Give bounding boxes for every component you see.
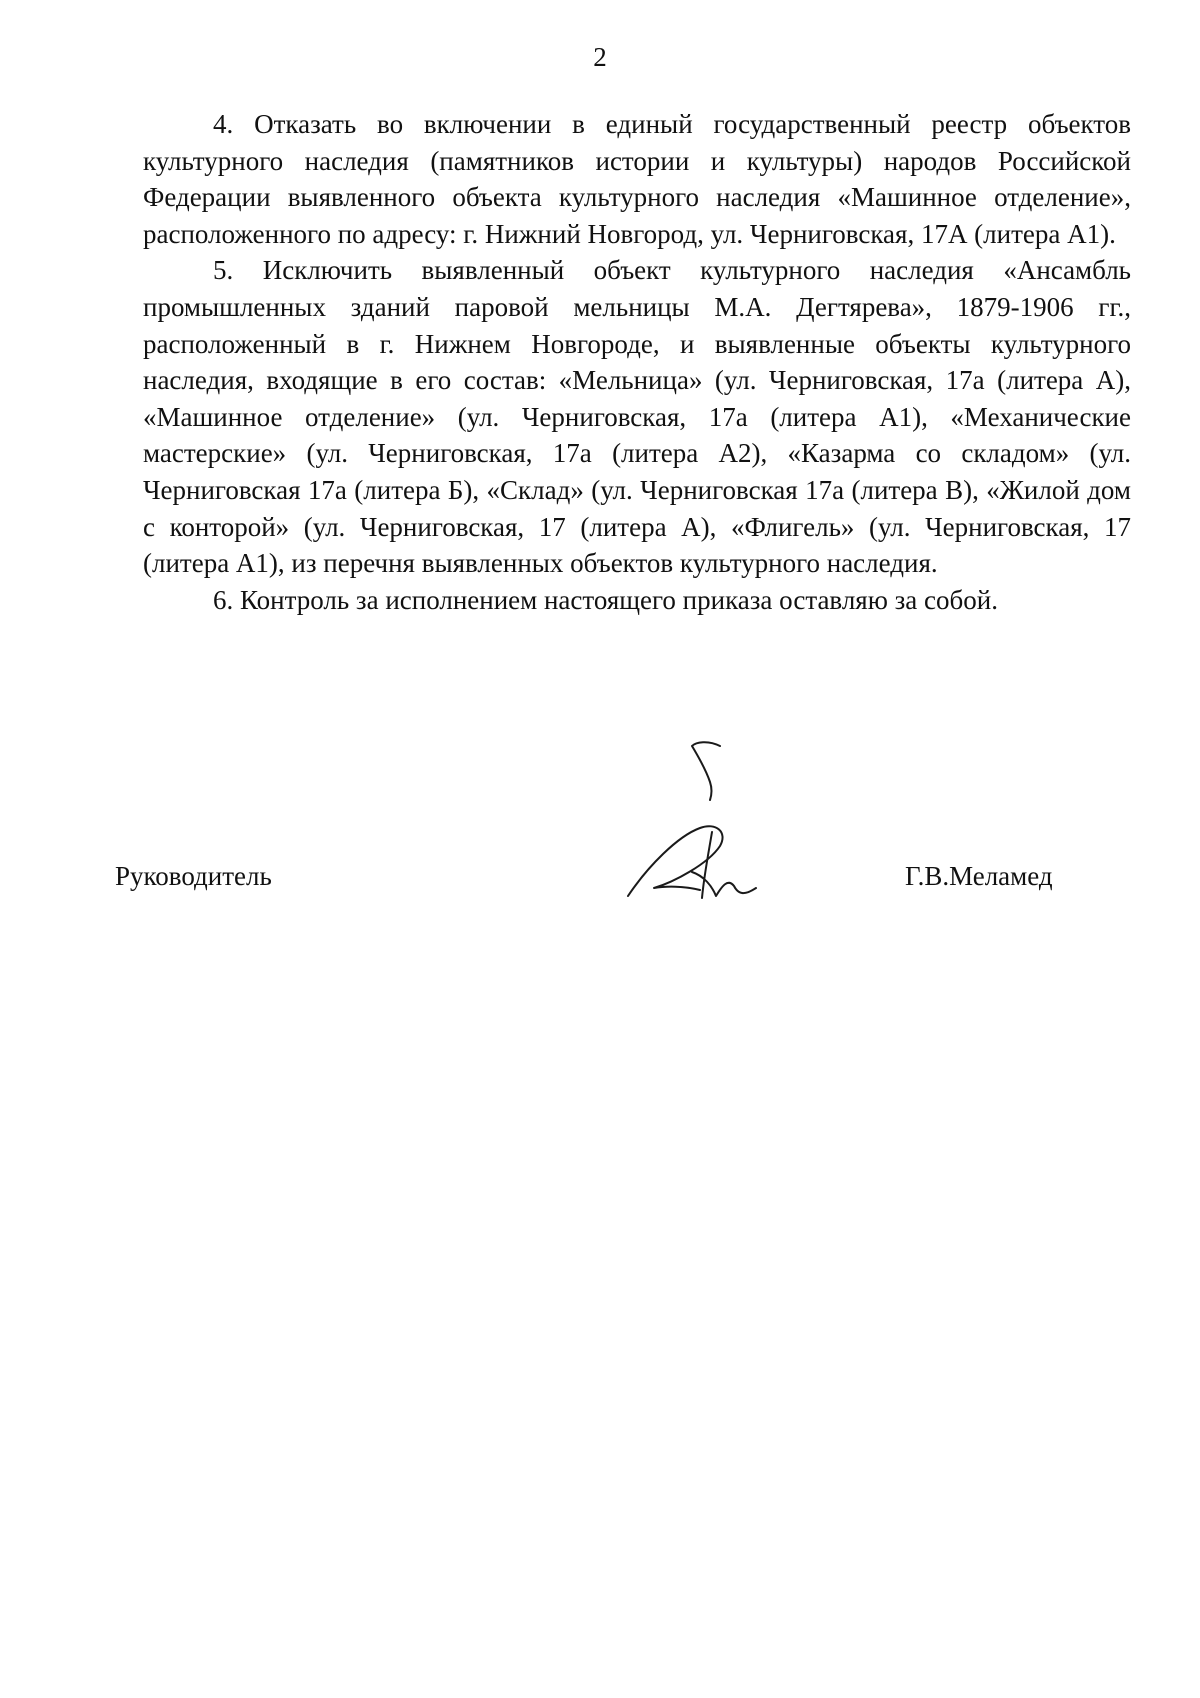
paragraph-6: 6. Контроль за исполнением настоящего приказа оставляю за собой. — [213, 584, 998, 615]
signatory-name: Г.В.Меламед — [905, 861, 1053, 891]
paragraph-4: 4. Отказать во включении в единый государственный реестр объектов культурного наследия (памятников истории и культуры) народов Российской Федерации выявленного объекта культурного наследия «Машинное отделение», расположенного по адресу: г. Нижний Новгород, ул. Черниговская, 17А (литера А1). — [143, 109, 1131, 249]
handwritten-signature-icon — [608, 736, 768, 906]
paragraph-5: 5. Исключить выявленный объект культурного наследия «Ансамбль промышленных зданий паровой мельницы М.А. Дегтярева», 1879-1906 гг., расположенный в г. Нижнем Новгороде, и выявленные объекты культурного наследия, входящие в его состав: «Мельница» (ул. Черниговская, 17а (литера А), «Машинное отделение» (ул. Черниговская, 17а (литера А1), «Механические мастерские» (ул. Черниговская, 17а (литера А2), «Казарма со складом» (ул. Черниговская 17а (литера Б), «Склад» (ул. Черниговская 17а (литера В), «Жилой дом с конторой» (ул. Черниговская, 17 (литера А), «Флигель» (ул. Черниговская, 17 (литера А1), из перечня выявленных объектов культурного наследия. — [143, 255, 1131, 579]
signatory-position: Руководитель — [115, 861, 272, 891]
page-number: 2 — [593, 42, 607, 72]
signature-block — [0, 858, 1200, 898]
document-body — [143, 106, 1131, 618]
